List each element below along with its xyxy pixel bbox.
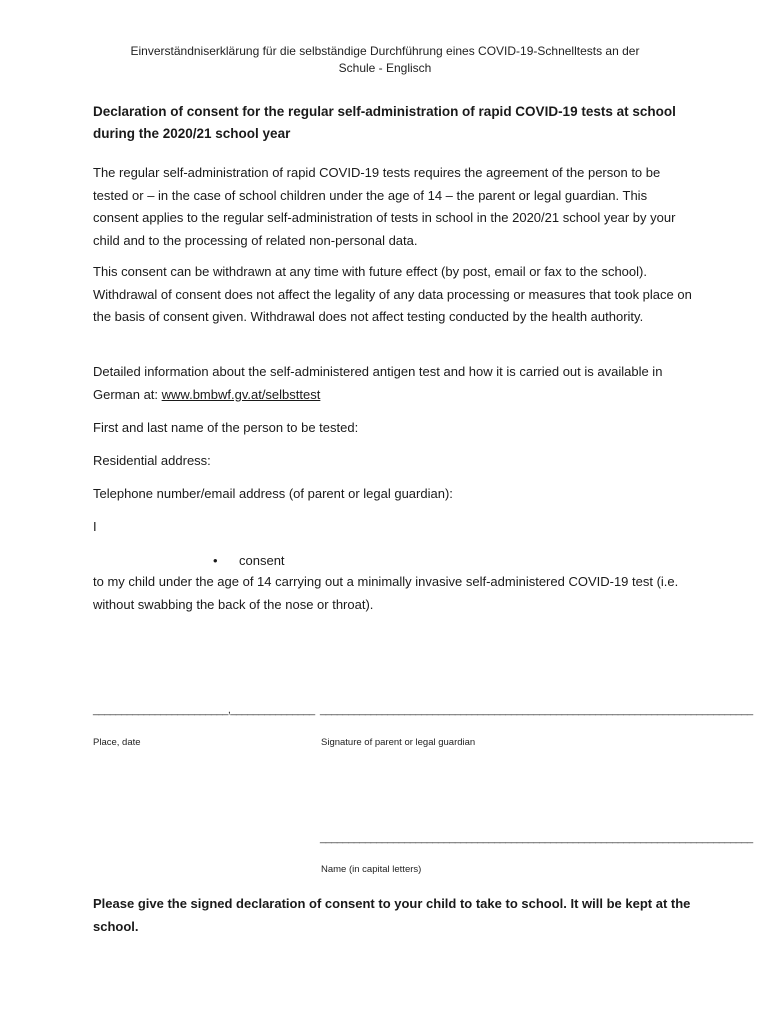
header-line-2: Schule - Englisch (338, 61, 432, 75)
place-date-line: ________________________,_______________ (93, 704, 315, 716)
info-paragraph (93, 361, 693, 406)
info-text: Detailed information about the self-administered antigen test and how it is carried out is available in German at: (93, 364, 663, 402)
header-line-1: Einverständniserklärung für die selbständige Durchführung eines COVID-19-Schnelltests an der (130, 44, 640, 58)
intro-paragraph: The regular self-administration of rapid COVID-19 tests requires the agreement of the person to be tested or – in the case of school children under the age of 14 – the parent or legal guardian. This consent applies to the regular self-administration of tests in school in the 2020/21 school year by your child and to the processing of related non-personal data. (93, 165, 676, 248)
contact-field-label: Telephone number/email address (of parent or legal guardian): (93, 486, 453, 501)
info-link[interactable]: www.bmbwf.gv.at/selbsttest (161, 386, 321, 402)
document-title: Declaration of consent for the regular self-administration of rapid COVID-19 tests at school during the 2020/21 school year (93, 104, 676, 141)
place-date-caption: Place, date (93, 737, 141, 748)
consent-option-label: consent (239, 553, 285, 568)
i-label: I (93, 519, 97, 534)
consent-option (213, 551, 285, 571)
name-field-label: First and last name of the person to be tested: (93, 420, 359, 435)
signature-line: _____________________________________________________________________________ (320, 704, 753, 716)
address-field-label: Residential address: (93, 453, 211, 468)
document-header (80, 43, 690, 77)
consent-statement: to my child under the age of 14 carrying out a minimally invasive self-administered COVID-19 test (i.e. without swabbing the back of the nose or throat). (93, 574, 679, 612)
name-capitals-caption: Name (in capital letters) (321, 864, 422, 875)
name-capitals-line: _____________________________________________________________________________ (320, 832, 753, 844)
signature-caption: Signature of parent or legal guardian (321, 737, 476, 748)
bullet-icon: • (213, 553, 218, 568)
footer-instruction: Please give the signed declaration of consent to your child to take to school. It will be kept at the school. (93, 896, 691, 934)
withdrawal-paragraph: This consent can be withdrawn at any time with future effect (by post, email or fax to the school). Withdrawal of consent does not affect the legality of any data processing or measures that took place on the basis of consent given. Withdrawal does not affect testing conducted by the health authority. (93, 264, 692, 324)
